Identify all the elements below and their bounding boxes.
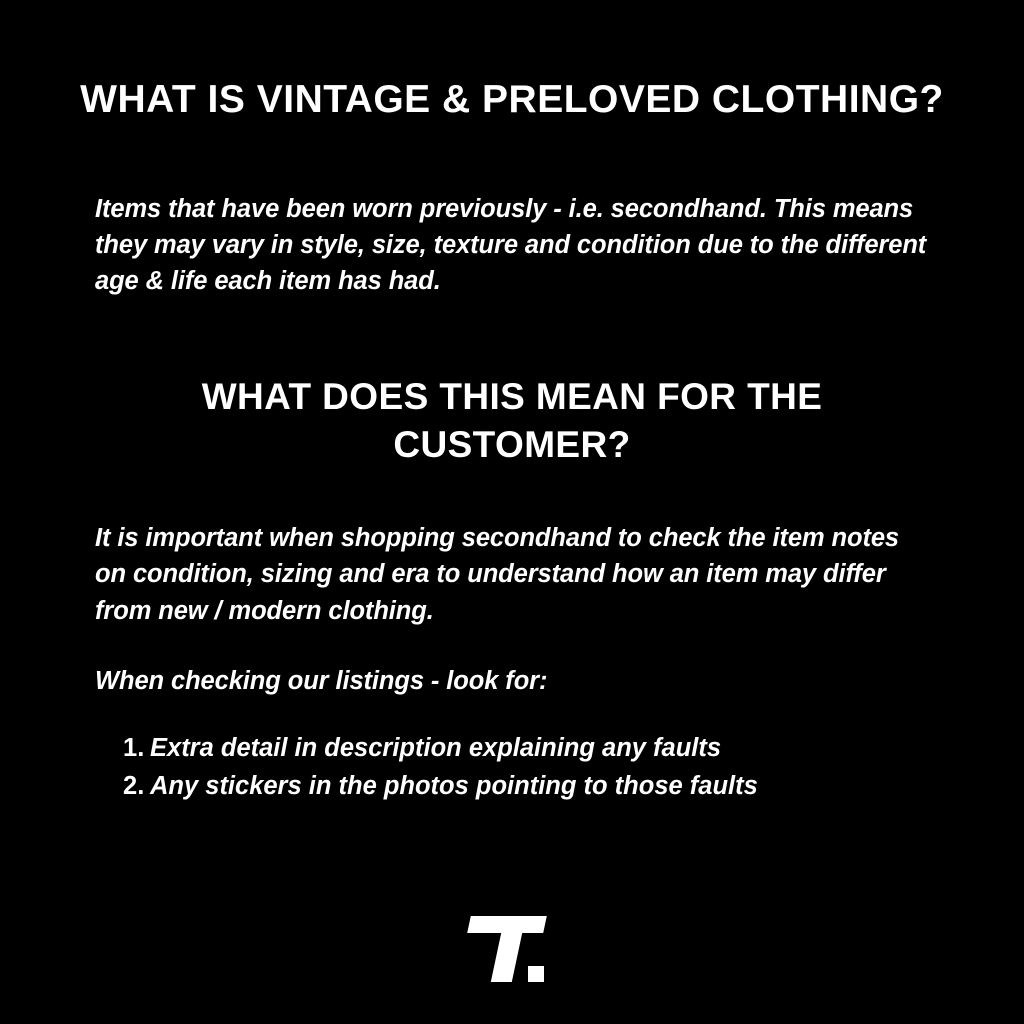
- logo-container: [0, 916, 1024, 982]
- spacer: [0, 699, 1024, 729]
- list-item: Any stickers in the photos pointing to those faults: [150, 772, 758, 801]
- listings-prompt-block: [0, 663, 1024, 699]
- intro-paragraph-block: [0, 191, 1024, 300]
- intro-paragraph: Items that have been worn previously - i.e. secondhand. This means they may vary in style, size, texture and condition due to the different age & life each item has had.: [95, 194, 927, 296]
- section-title-customer: WHAT DOES THIS MEAN FOR THE CUSTOMER?: [201, 376, 823, 465]
- list-item: Extra detail in description explaining any faults: [150, 733, 722, 762]
- spacer: [0, 629, 1024, 663]
- customer-paragraph: It is important when shopping secondhand to check the item notes on condition, sizing and era to understand how an item may differ from new / modern clothing.: [95, 524, 900, 625]
- logo-top-bar: [467, 916, 547, 933]
- listings-prompt: When checking our listings - look for:: [95, 666, 548, 695]
- page-title: WHAT IS VINTAGE & PRELOVED CLOTHING?: [80, 78, 944, 121]
- customer-paragraph-block: [0, 520, 1024, 629]
- logo-stem: [491, 933, 522, 982]
- spacer: [0, 468, 1024, 520]
- t-dot-logo-icon: [469, 916, 555, 982]
- checklist: [0, 729, 1024, 806]
- spacer: [0, 299, 1024, 373]
- spacer: [0, 123, 1024, 191]
- logo-dot: [528, 966, 544, 982]
